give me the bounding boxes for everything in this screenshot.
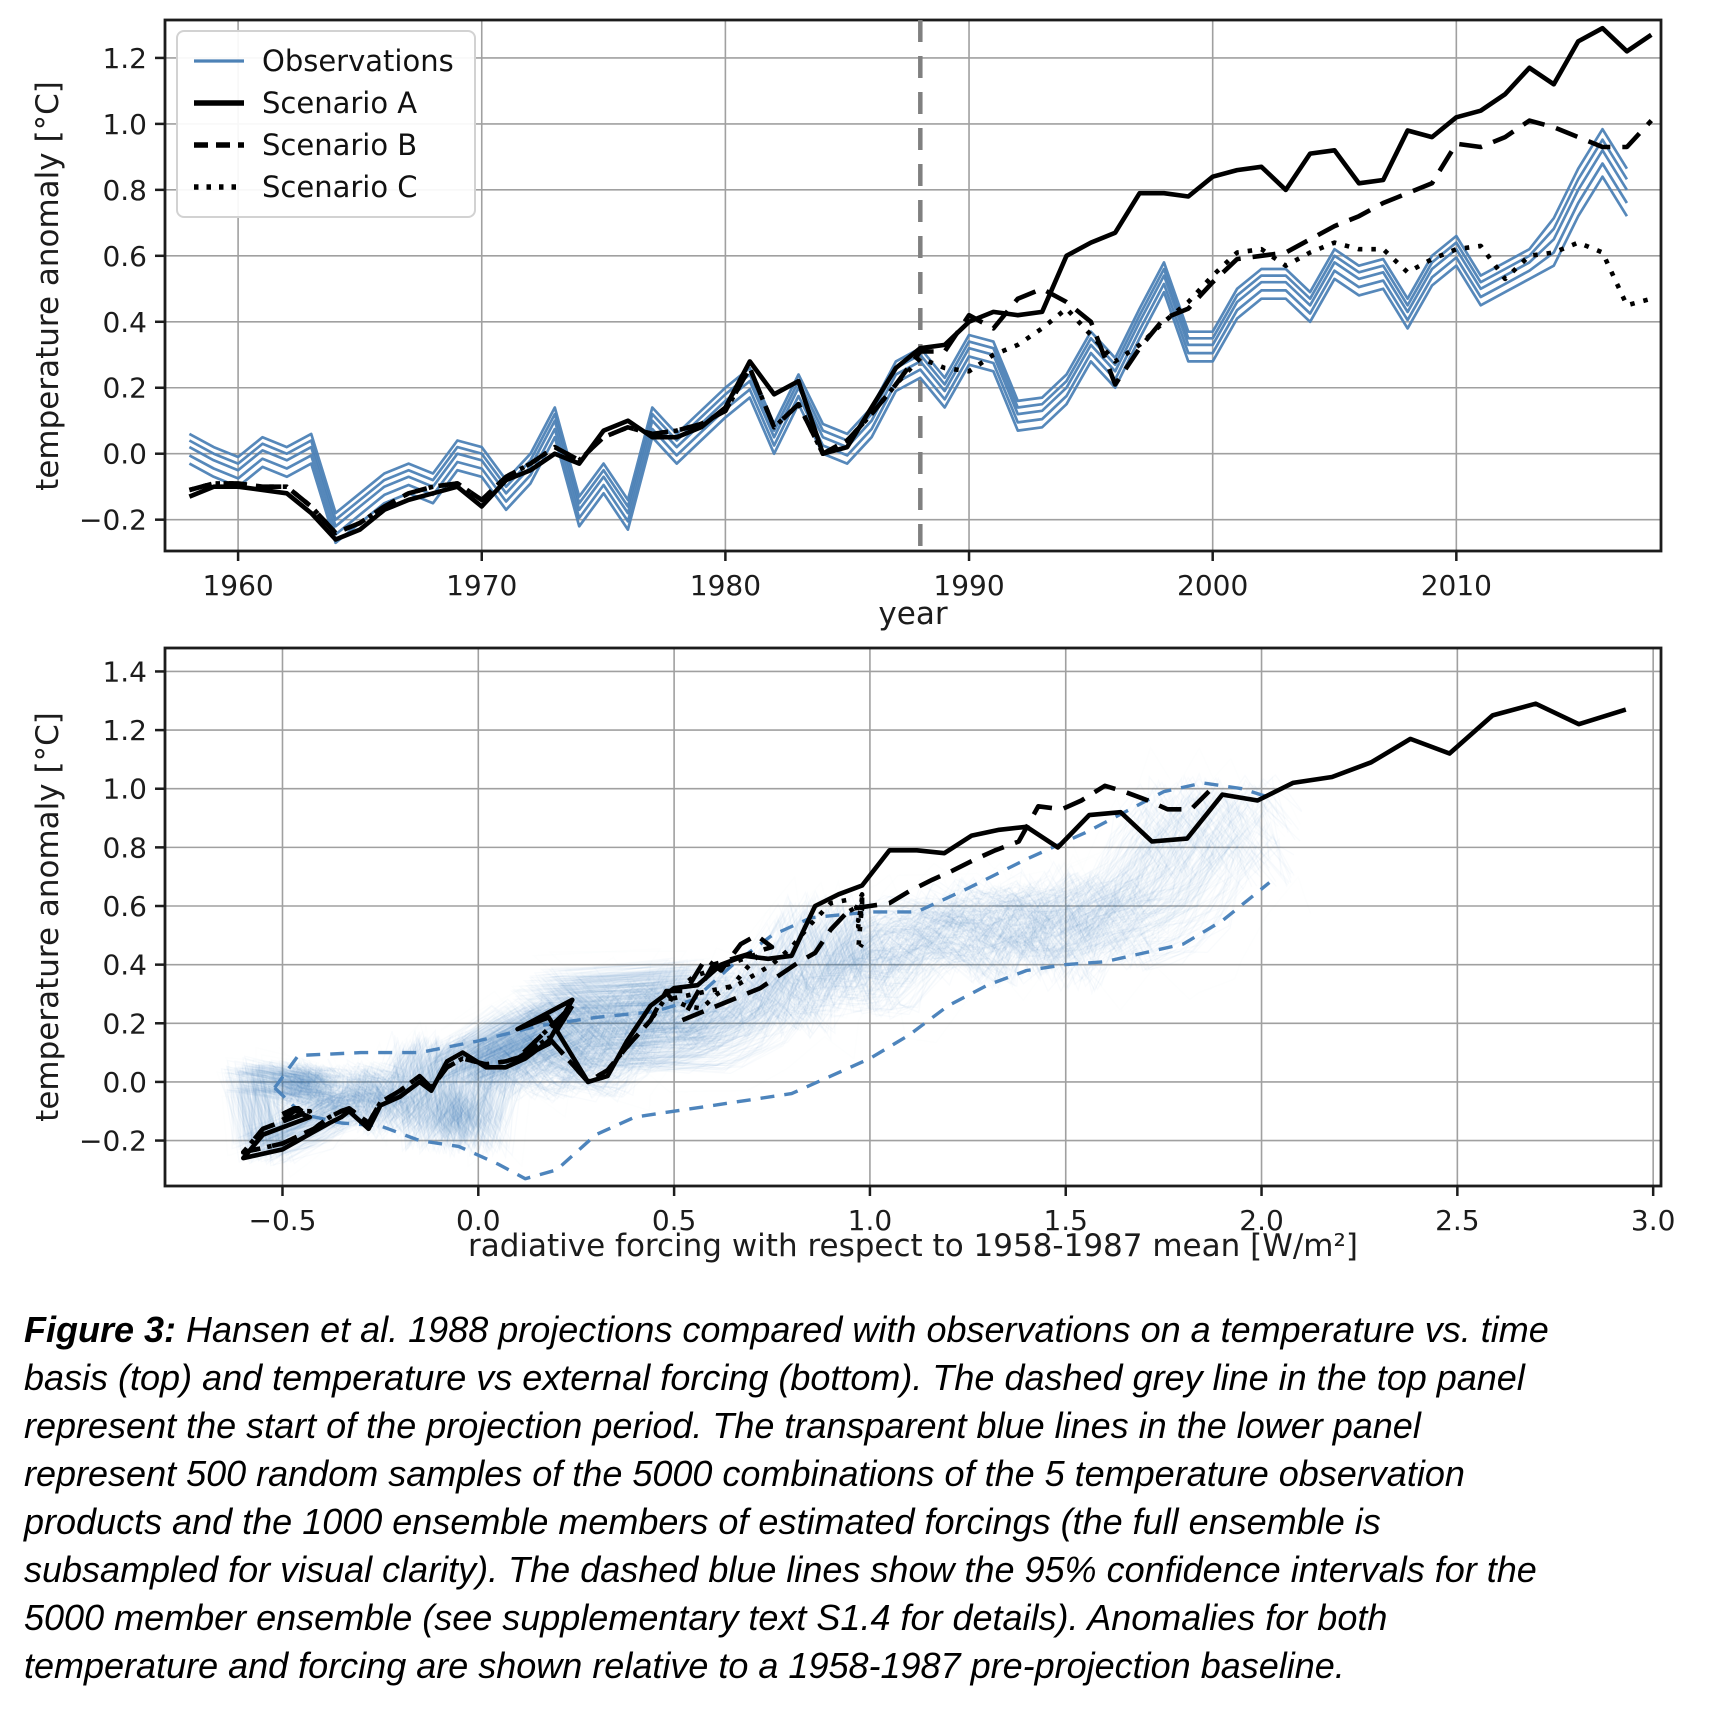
caption-line: represent the start of the projection period. The transparent blue lines in the lower panel — [24, 1405, 1421, 1446]
svg-text:0.8: 0.8 — [102, 831, 147, 865]
svg-text:0.0: 0.0 — [102, 1065, 147, 1099]
svg-text:−0.2: −0.2 — [79, 1124, 147, 1158]
legend-item-scenario-b — [192, 128, 454, 162]
caption-figure-label: Figure 3: — [24, 1309, 177, 1350]
observations-line-sample — [192, 56, 246, 66]
caption-line: 5000 member ensemble (see supplementary text S1.4 for details). Anomalies for both — [24, 1597, 1388, 1638]
caption-line: basis (top) and temperature vs external forcing (bottom). The dashed grey line in the top panel — [24, 1357, 1525, 1398]
legend — [176, 30, 476, 218]
svg-text:0.0: 0.0 — [102, 437, 147, 471]
top-x-axis-label: year — [878, 596, 948, 632]
top-y-axis-label: temperature anomaly [°C] — [30, 81, 66, 491]
legend-item-scenario-c — [192, 170, 454, 204]
svg-text:0.4: 0.4 — [102, 948, 147, 982]
scenario-c-line-sample — [192, 182, 246, 192]
svg-text:2.5: 2.5 — [1435, 1204, 1480, 1237]
svg-text:2010: 2010 — [1420, 569, 1492, 602]
svg-text:0.2: 0.2 — [102, 1007, 147, 1041]
legend-item-scenario-a — [192, 86, 454, 120]
scenario-b-line-sample — [192, 140, 246, 150]
svg-text:1.0: 1.0 — [847, 1204, 893, 1237]
svg-text:1.5: 1.5 — [1043, 1204, 1088, 1237]
svg-text:0.6: 0.6 — [102, 239, 147, 273]
svg-text:1980: 1980 — [689, 569, 762, 602]
svg-text:1.4: 1.4 — [102, 655, 147, 689]
bottom-x-axis-label: radiative forcing with respect to 1958-1987 mean [W/m²] — [467, 1228, 1359, 1264]
svg-text:1.2: 1.2 — [102, 41, 147, 75]
figure-caption — [24, 1306, 1714, 1690]
svg-text:1970: 1970 — [446, 569, 518, 602]
legend-label: Observations — [262, 44, 454, 78]
svg-text:2.0: 2.0 — [1239, 1204, 1284, 1237]
svg-text:0.8: 0.8 — [102, 173, 147, 207]
svg-text:0.2: 0.2 — [102, 371, 147, 405]
legend-label: Scenario B — [262, 128, 418, 162]
svg-text:−0.5: −0.5 — [248, 1204, 317, 1237]
bottom-panel-series — [217, 704, 1626, 1179]
svg-text:0.5: 0.5 — [651, 1204, 697, 1237]
svg-text:0.6: 0.6 — [102, 890, 147, 924]
scenario-a-line-sample — [192, 98, 246, 108]
svg-text:1960: 1960 — [202, 569, 274, 602]
legend-item-observations — [192, 44, 454, 78]
caption-line: products and the 1000 ensemble members of estimated forcings (the full ensemble is — [24, 1501, 1381, 1542]
svg-text:2000: 2000 — [1177, 569, 1249, 602]
caption-text: Hansen et al. 1988 projections compared with observations on a temperature vs. time — [176, 1309, 1549, 1350]
svg-text:3.0: 3.0 — [1630, 1204, 1676, 1237]
svg-text:1.0: 1.0 — [102, 772, 147, 806]
caption-line: temperature and forcing are shown relative to a 1958-1987 pre-projection baseline. — [24, 1645, 1345, 1686]
caption-line: subsampled for visual clarity). The dashed blue lines show the 95% confidence intervals for the — [24, 1549, 1537, 1590]
svg-text:−0.2: −0.2 — [79, 503, 147, 537]
svg-text:0.0: 0.0 — [456, 1204, 501, 1237]
svg-text:0.4: 0.4 — [102, 305, 147, 339]
svg-text:1.2: 1.2 — [102, 714, 147, 748]
bottom-y-axis-label: temperature anomaly [°C] — [30, 712, 66, 1122]
svg-text:1990: 1990 — [933, 569, 1005, 602]
legend-label: Scenario C — [262, 170, 418, 204]
svg-text:1.0: 1.0 — [102, 107, 147, 141]
caption-line: represent 500 random samples of the 5000 combinations of the 5 temperature observation — [24, 1453, 1465, 1494]
ensemble-cloud — [217, 748, 1311, 1177]
caption-line — [24, 1306, 1714, 1354]
legend-label: Scenario A — [262, 86, 418, 120]
